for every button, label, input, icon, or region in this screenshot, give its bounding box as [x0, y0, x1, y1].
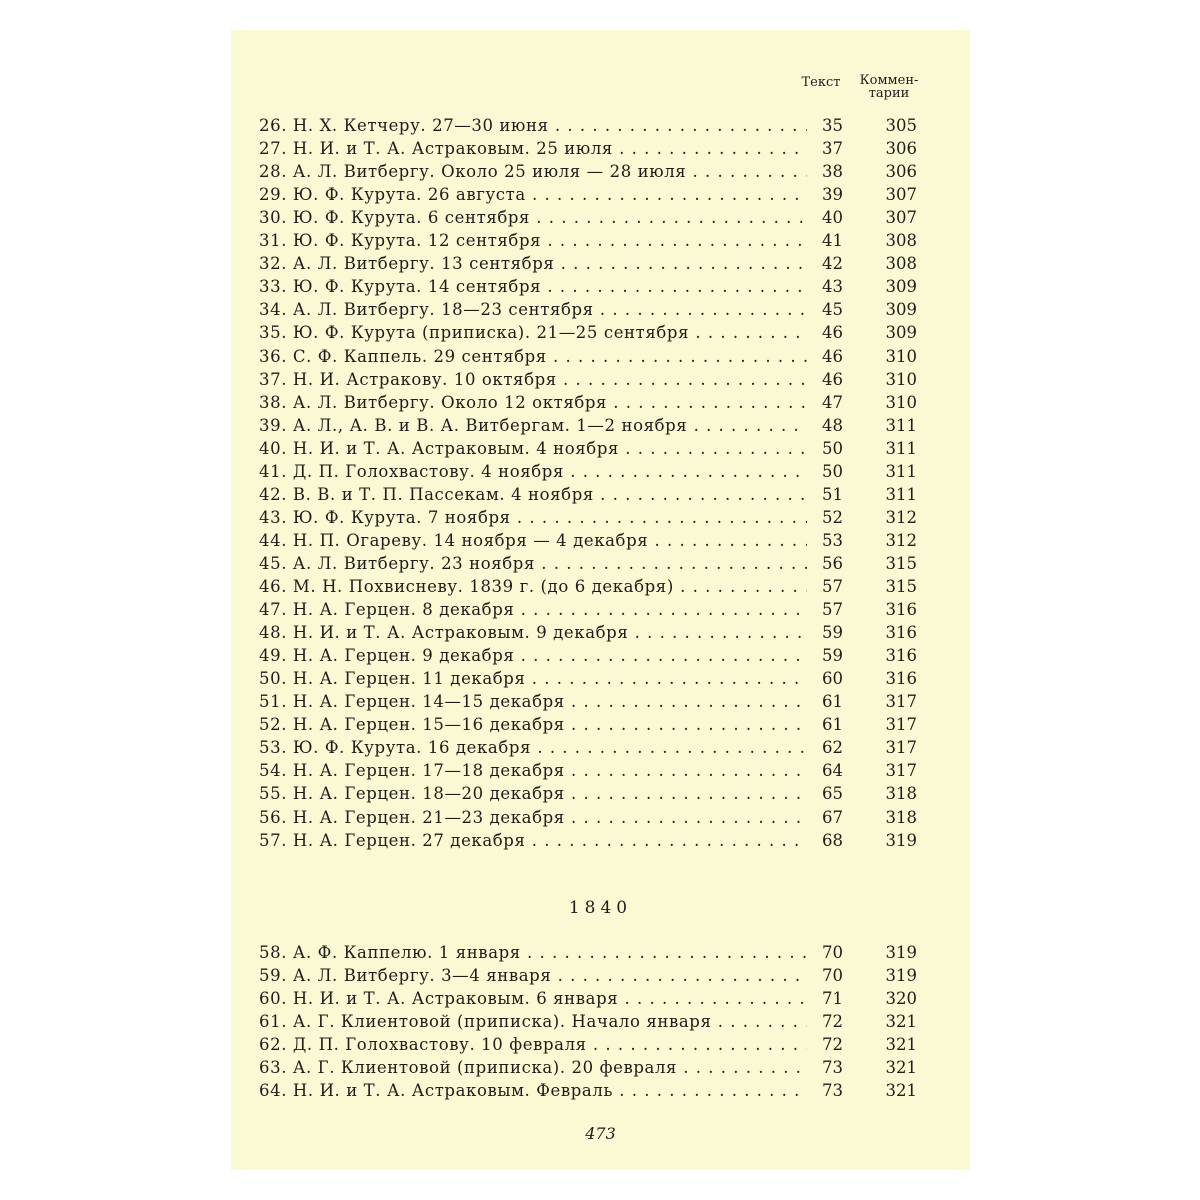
commentary-page-number: 312 — [885, 530, 917, 550]
year-heading: 1840 — [568, 898, 633, 918]
toc-entry-title: 30. Ю. Ф. Курута. 6 сентября . . . — [259, 206, 807, 229]
toc-row — [231, 483, 970, 506]
toc-row — [231, 529, 970, 552]
text-page-number: 39 — [822, 185, 843, 205]
commentary-page-number: 316 — [885, 669, 917, 689]
commentary-page-number: 312 — [885, 507, 917, 527]
commentary-header-line-2: тарии — [868, 86, 910, 101]
toc-entry-title: 64. Н. И. и Т. А. Астраковым. Февраль . . . — [259, 1079, 807, 1102]
toc-row — [231, 987, 970, 1010]
commentary-page-number: 309 — [885, 300, 917, 320]
toc-row — [231, 1056, 970, 1079]
text-page-number: 48 — [822, 415, 843, 435]
text-page-number: 62 — [822, 738, 843, 758]
commentary-page-number: 308 — [885, 231, 917, 251]
toc-row — [231, 598, 970, 621]
toc-row — [231, 414, 970, 437]
commentary-page-number: 311 — [885, 484, 917, 504]
commentary-page-number: 317 — [885, 692, 917, 712]
toc-entry-title: 49. Н. А. Герцен. 9 декабря . . . — [259, 644, 807, 667]
toc-entry-title: 60. Н. И. и Т. А. Астраковым. 6 января . . . — [259, 987, 807, 1010]
commentary-page-number: 305 — [885, 116, 917, 135]
commentary-page-number: 321 — [885, 1058, 917, 1078]
text-page-number: 59 — [822, 623, 843, 643]
toc-row — [231, 321, 970, 344]
commentary-page-number: 320 — [885, 989, 917, 1009]
toc-entry-title: 46. М. Н. Похвисневу. 1839 г. (до 6 декабря) . . . — [259, 575, 807, 598]
toc-row — [231, 575, 970, 598]
toc-entry-title: 41. Д. П. Голохвастову. 4 ноября . . . — [259, 460, 807, 483]
text-page-number: 51 — [822, 484, 843, 504]
text-page-number: 73 — [822, 1081, 843, 1101]
text-page-number: 72 — [822, 1012, 843, 1032]
commentary-page-number: 315 — [885, 577, 917, 596]
text-page-number: 61 — [822, 715, 843, 735]
toc-row — [231, 1010, 970, 1033]
commentary-page-number: 318 — [885, 784, 917, 804]
toc-row — [231, 806, 970, 829]
toc-entry-title: 48. Н. И. и Т. А. Астраковым. 9 декабря . . . — [259, 621, 807, 644]
commentary-page-number: 317 — [885, 761, 917, 781]
toc-row — [231, 345, 970, 368]
commentary-page-number: 318 — [885, 807, 917, 827]
toc-entry-title: 40. Н. И. и Т. А. Астраковым. 4 ноября . . . — [259, 437, 807, 460]
toc-row — [231, 437, 970, 460]
text-page-number: 40 — [822, 208, 843, 228]
toc-entry-title: 52. Н. А. Герцен. 15—16 декабря . . . — [259, 713, 807, 736]
page-number: 473 — [585, 1124, 616, 1143]
text-page-number: 70 — [822, 943, 843, 962]
toc-row — [231, 690, 970, 713]
toc-row — [231, 229, 970, 252]
toc-entry-title: 45. А. Л. Витбергу. 23 ноября . . . — [259, 552, 807, 575]
toc-entry-title: 62. Д. П. Голохвастову. 10 февраля . . . — [259, 1033, 807, 1056]
commentary-page-number: 316 — [885, 646, 917, 666]
toc-entry-title: 35. Ю. Ф. Курута (приписка). 21—25 сентября . . . — [259, 321, 807, 344]
toc-entry-title: 58. А. Ф. Каппелю. 1 января . . . — [259, 941, 807, 964]
commentary-page-number: 310 — [885, 392, 917, 412]
commentary-page-number: 317 — [885, 715, 917, 735]
commentary-page-number: 319 — [885, 830, 917, 850]
text-page-number: 45 — [822, 300, 843, 320]
toc-row — [231, 114, 970, 137]
toc-row — [231, 298, 970, 321]
toc-entry-title: 59. А. Л. Витбергу. 3—4 января . . . — [259, 964, 807, 987]
toc-entry-title: 39. А. Л., А. В. и В. А. Витбергам. 1—2 ноября . . . — [259, 414, 807, 437]
text-page-number: 57 — [822, 577, 843, 596]
text-page-number: 71 — [822, 989, 843, 1009]
toc-entry-title: 47. Н. А. Герцен. 8 декабря . . . — [259, 598, 807, 621]
text-page-number: 46 — [822, 369, 843, 389]
toc-entry-title: 27. Н. И. и Т. А. Астраковым. 25 июля . . . — [259, 137, 807, 160]
text-page-number: 65 — [822, 784, 843, 804]
toc-entry-title: 53. Ю. Ф. Курута. 16 декабря . . . — [259, 736, 807, 759]
commentary-page-number: 319 — [885, 943, 917, 962]
text-page-number: 50 — [822, 461, 843, 481]
toc-row — [231, 137, 970, 160]
text-page-number: 72 — [822, 1035, 843, 1055]
text-page-number: 35 — [822, 116, 843, 135]
toc-row — [231, 252, 970, 275]
toc-row — [231, 368, 970, 391]
text-column-header: Текст — [801, 75, 841, 90]
commentary-page-number: 316 — [885, 623, 917, 643]
text-page-number: 41 — [822, 231, 843, 251]
commentary-page-number: 306 — [885, 162, 917, 182]
text-page-number: 37 — [822, 139, 843, 159]
toc-row — [231, 1079, 970, 1102]
commentary-header-line-1: Коммен- — [859, 73, 919, 88]
text-page-number: 38 — [822, 162, 843, 182]
toc-entry-title: 57. Н. А. Герцен. 27 декабря . . . — [259, 829, 807, 852]
toc-row — [231, 1033, 970, 1056]
text-page-number: 61 — [822, 692, 843, 712]
toc-row — [231, 759, 970, 782]
toc-row — [231, 736, 970, 759]
column-headers — [231, 72, 970, 112]
text-page-number: 56 — [822, 553, 843, 573]
toc-row — [231, 206, 970, 229]
text-page-number: 67 — [822, 807, 843, 827]
commentary-page-number: 309 — [885, 323, 917, 343]
text-page-number: 57 — [822, 600, 843, 620]
toc-row — [231, 667, 970, 690]
toc-entry-title: 56. Н. А. Герцен. 21—23 декабря . . . — [259, 806, 807, 829]
toc-row — [231, 391, 970, 414]
commentary-page-number: 310 — [885, 369, 917, 389]
toc-entry-title: 42. В. В. и Т. П. Пассекам. 4 ноября . . . — [259, 483, 807, 506]
toc-row — [231, 183, 970, 206]
text-page-number: 70 — [822, 966, 843, 986]
toc-row — [231, 713, 970, 736]
commentary-page-number: 321 — [885, 1012, 917, 1032]
commentary-page-number: 319 — [885, 966, 917, 986]
commentary-page-number: 311 — [885, 461, 917, 481]
toc-entry-title: 33. Ю. Ф. Курута. 14 сентября . . . — [259, 275, 807, 298]
text-page-number: 73 — [822, 1058, 843, 1078]
toc-entry-title: 63. А. Г. Клиентовой (приписка). 20 февраля . . . — [259, 1056, 807, 1079]
toc-row — [231, 552, 970, 575]
toc-row — [231, 964, 970, 987]
commentary-column-header — [853, 74, 925, 100]
toc-entry-title: 26. Н. Х. Кетчеру. 27—30 июня . . . — [259, 114, 807, 137]
toc-entry-title: 43. Ю. Ф. Курута. 7 ноября . . . — [259, 506, 807, 529]
text-page-number: 50 — [822, 438, 843, 458]
toc-row — [231, 829, 970, 852]
text-page-number: 52 — [822, 507, 843, 527]
commentary-page-number: 311 — [885, 415, 917, 435]
commentary-page-number: 321 — [885, 1035, 917, 1055]
toc-entry-title: 29. Ю. Ф. Курута. 26 августа . . . — [259, 183, 807, 206]
text-page-number: 46 — [822, 323, 843, 343]
toc-entry-title: 50. Н. А. Герцен. 11 декабря . . . — [259, 667, 807, 690]
commentary-page-number: 315 — [885, 553, 917, 573]
toc-entry-title: 55. Н. А. Герцен. 18—20 декабря . . . — [259, 782, 807, 805]
toc-row — [231, 506, 970, 529]
commentary-page-number: 310 — [885, 346, 917, 366]
text-page-number: 60 — [822, 669, 843, 689]
text-page-number: 68 — [822, 830, 843, 850]
toc-row — [231, 460, 970, 483]
toc-row — [231, 621, 970, 644]
text-page-number: 53 — [822, 530, 843, 550]
toc-row — [231, 782, 970, 805]
toc-entry-title: 34. А. Л. Витбергу. 18—23 сентября . . . — [259, 298, 807, 321]
text-page-number: 59 — [822, 646, 843, 666]
toc-row — [231, 644, 970, 667]
toc-entry-title: 36. С. Ф. Каппель. 29 сентября . . . — [259, 345, 807, 368]
toc-row — [231, 160, 970, 183]
toc-entry-title: 37. Н. И. Астракову. 10 октября . . . — [259, 368, 807, 391]
text-page-number: 42 — [822, 254, 843, 274]
commentary-page-number: 306 — [885, 139, 917, 159]
commentary-page-number: 308 — [885, 254, 917, 274]
toc-entry-title: 28. А. Л. Витбергу. Около 25 июля — 28 июля . . . — [259, 160, 807, 183]
text-page-number: 64 — [822, 761, 843, 781]
toc-entry-title: 51. Н. А. Герцен. 14—15 декабря . . . — [259, 690, 807, 713]
toc-entry-title: 31. Ю. Ф. Курута. 12 сентября . . . — [259, 229, 807, 252]
commentary-page-number: 309 — [885, 277, 917, 297]
text-page-number: 43 — [822, 277, 843, 297]
commentary-page-number: 311 — [885, 438, 917, 458]
toc-entry-title: 38. А. Л. Витбергу. Около 12 октября . . . — [259, 391, 807, 414]
commentary-page-number: 321 — [885, 1081, 917, 1101]
toc-row — [231, 275, 970, 298]
commentary-page-number: 307 — [885, 208, 917, 228]
toc-entry-title: 61. А. Г. Клиентовой (приписка). Начало января . . . — [259, 1010, 807, 1033]
text-page-number: 47 — [822, 392, 843, 412]
commentary-page-number: 317 — [885, 738, 917, 758]
toc-entry-title: 54. Н. А. Герцен. 17—18 декабря . . . — [259, 759, 807, 782]
commentary-page-number: 307 — [885, 185, 917, 205]
commentary-page-number: 316 — [885, 600, 917, 620]
toc-entry-title: 32. А. Л. Витбергу. 13 сентября . . . — [259, 252, 807, 275]
text-page-number: 46 — [822, 346, 843, 366]
toc-entry-title: 44. Н. П. Огареву. 14 ноября — 4 декабря . . . — [259, 529, 807, 552]
toc-row — [231, 941, 970, 964]
book-page — [231, 30, 970, 1170]
